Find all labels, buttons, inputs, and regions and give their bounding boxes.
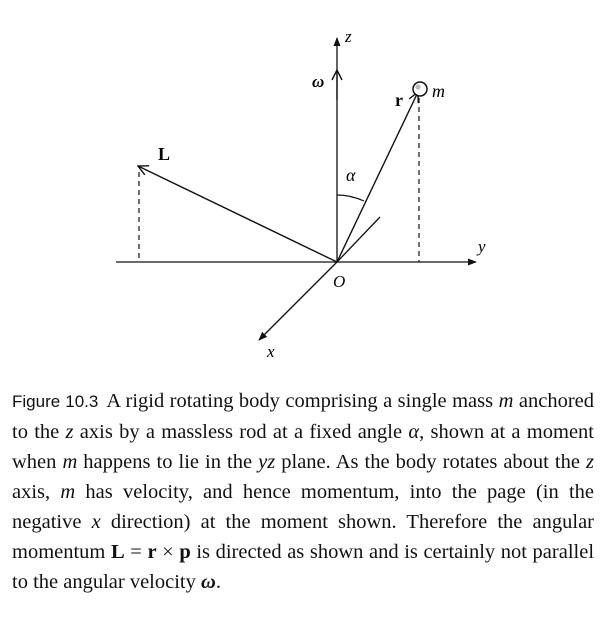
- L-label: L: [158, 144, 171, 164]
- caption-segment: L: [110, 541, 125, 563]
- x-axis: [259, 262, 337, 340]
- caption-segment: α: [408, 421, 420, 443]
- caption-segment: is directed as shown and is certainly not parallel to the angular velocity: [12, 541, 595, 593]
- r-label: r: [395, 90, 403, 110]
- caption-segment: z: [65, 421, 74, 443]
- caption-segment: z: [586, 451, 594, 473]
- caption-segment: =: [124, 541, 148, 563]
- caption-segment: ω: [201, 571, 216, 593]
- x-axis-back: [337, 217, 380, 262]
- caption-segment: ×: [156, 541, 180, 563]
- origin-label: O: [333, 272, 346, 291]
- x-axis-label: x: [267, 342, 275, 361]
- mass-sphere: [413, 82, 427, 96]
- caption-segment: axis,: [12, 481, 61, 503]
- caption-segment: has velocity, and hence momentum, into the page (in the negative: [12, 481, 594, 533]
- caption-segment: axis by a massless rod at a fixed angle: [73, 421, 409, 443]
- caption-text: [12, 390, 594, 593]
- figure-caption: [12, 386, 594, 597]
- caption-segment: x: [91, 511, 101, 533]
- z-axis-label: z: [345, 27, 352, 46]
- caption-segment: anchored to the: [12, 390, 595, 443]
- mass-label: m: [432, 81, 445, 101]
- caption-segment: , shown at a moment when: [12, 421, 594, 473]
- caption-segment: m: [60, 481, 76, 503]
- figure-number-label: Figure 10.3: [12, 392, 99, 411]
- caption-segment: m: [498, 390, 514, 412]
- alpha-angle-arc: [337, 195, 364, 201]
- caption-segment: yz: [258, 451, 276, 473]
- alpha-label: α: [346, 165, 356, 185]
- caption-segment: A rigid rotating body comprising a single mass: [106, 390, 499, 412]
- omega-label: ω: [312, 72, 325, 91]
- y-axis-label: y: [478, 237, 486, 256]
- L-vector: [138, 166, 337, 262]
- caption-segment: happens to lie in the: [77, 451, 259, 473]
- caption-segment: m: [62, 451, 78, 473]
- caption-segment: plane. As the body rotates about the: [275, 451, 587, 473]
- caption-segment: .: [215, 571, 221, 593]
- caption-segment: direction) at the moment shown. Therefore the angular momentum: [12, 511, 594, 563]
- caption-segment: r: [147, 541, 157, 563]
- caption-segment: p: [179, 541, 191, 563]
